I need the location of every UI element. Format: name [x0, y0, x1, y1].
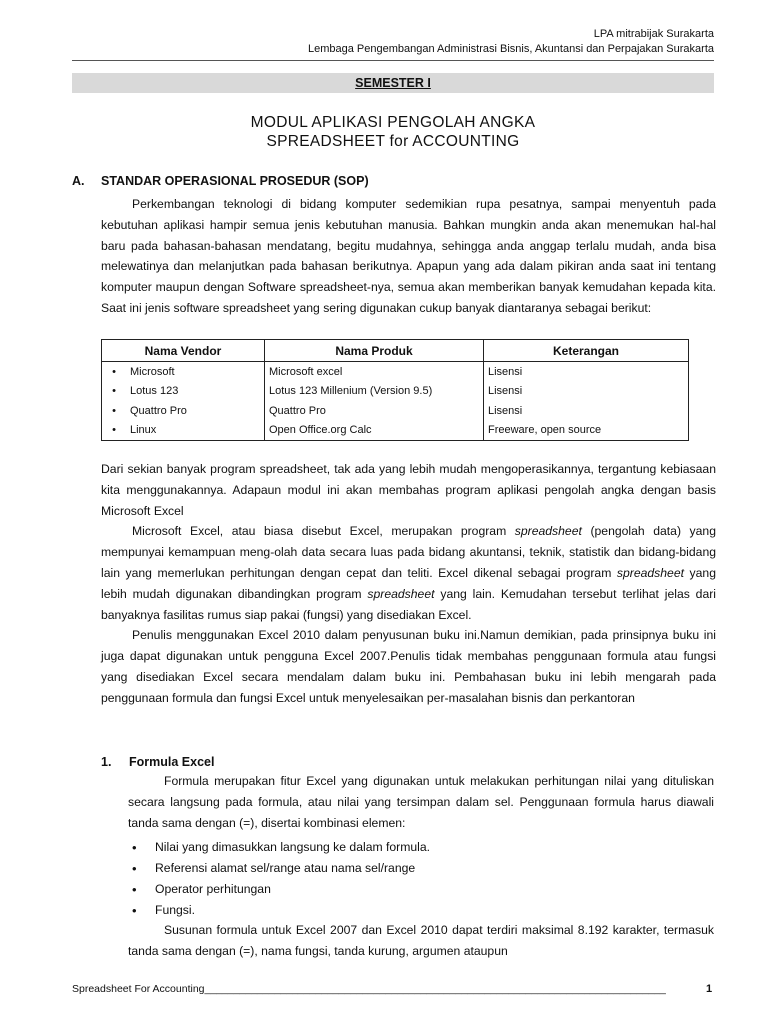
paragraph-excel-version: Penulis menggunakan Excel 2010 dalam penyusunan buku ini.Namun demikian, pada prinsipnya buku ini juga dapat digunakan untuk pengguna Excel 2007.Penulis tidak membahas penggunaan formula atau fungsi yang disediakan Excel secara mendalam dalam buku ini. Pembahasan buku ini lebih mengarah pada penggunaan formula dan fungsi Excel untuk menyelesaikan per-masalahan bisnis dan perkantoran: [101, 628, 716, 705]
text-run: (pengolah data) yang mempunyai kemampuan meng-olah data secara luas pada bidang akuntansi, teknik, statistik dan bidang-bidang lain yang memerlukan perhitungan dengan cepat dan teliti. Excel dikenal sebagai program: [101, 524, 716, 580]
product-cell: Microsoft excel: [265, 362, 484, 382]
emphasis-term: spreadsheet: [367, 586, 435, 601]
org-long-name: Lembaga Pengembangan Administrasi Bisnis, Akuntansi dan Perpajakan Surakarta: [307, 43, 714, 55]
list-item: • Operator perhitungan: [130, 879, 430, 900]
title-line-1: MODUL APLIKASI PENGOLAH ANGKA: [250, 114, 536, 131]
subsection-number: 1.: [101, 755, 112, 769]
formula-paragraph: Formula merupakan fitur Excel yang digunakan untuk melakukan perhitungan nilai yang dituliskan secara langsung pada formula, atau nilai yang tersimpan dalam sel. Penggunaan formula harus diawali tanda sama dengan (=), disertai kombinasi elemen:: [128, 774, 714, 830]
paragraph-spreadsheet-choice: Dari sekian banyak program spreadsheet, tak ada yang lebih mudah mengoperasikannya, tergantung kebiasaan kita menggunakannya. Adapaun modul ini akan membahas program aplikasi pengolah angka dengan basis Microsoft Excel: [101, 462, 716, 518]
formula-element-list: [130, 837, 430, 921]
bullet-icon: •: [102, 401, 127, 421]
section-a-heading: [72, 174, 369, 188]
document-title: [72, 113, 714, 151]
column-header-vendor: Nama Vendor: [102, 340, 265, 362]
section-number: A.: [72, 174, 85, 188]
list-item: • Referensi alamat sel/range atau nama sel/range: [130, 858, 430, 879]
text-run: yang lebih mudah digunakan dibandingkan program: [101, 565, 716, 601]
text-run: Microsoft Excel, atau biasa disebut Excel, merupakan program: [132, 524, 515, 539]
table-header-row: [102, 340, 689, 362]
subsection-title: Formula Excel: [129, 755, 215, 769]
list-item: • Fungsi.: [130, 900, 430, 921]
note-cell: Lisensi: [484, 362, 689, 382]
emphasis-term: spreadsheet: [616, 565, 684, 580]
page-header: [308, 27, 714, 57]
bullet-icon: •: [102, 382, 127, 402]
header-divider: [72, 60, 714, 61]
spreadsheet-vendor-table: [101, 339, 689, 441]
emphasis-term: spreadsheet: [514, 524, 582, 539]
table-row: [102, 401, 689, 421]
note-cell: Lisensi: [484, 401, 689, 421]
column-header-note: Keterangan: [484, 340, 689, 362]
product-cell: Quattro Pro: [265, 401, 484, 421]
note-cell: Freeware, open source: [484, 421, 689, 441]
section-title: STANDAR OPERASIONAL PROSEDUR (SOP): [101, 174, 369, 188]
page-number: 1: [706, 983, 713, 995]
table-row: [102, 362, 689, 382]
paragraph-excel-intro: [101, 521, 716, 625]
org-short-name: LPA mitrabijak Surakarta: [593, 28, 714, 40]
body-text-block: [101, 459, 716, 709]
vendor-cell: Quattro Pro: [126, 401, 265, 421]
vendor-cell: Microsoft: [126, 362, 265, 382]
formula-length-block: [128, 920, 714, 962]
formula-length-paragraph: Susunan formula untuk Excel 2007 dan Excel 2010 dapat terdiri maksimal 8.192 karakter, termasuk tanda sama dengan (=), nama fungsi, tanda kurung, argumen ataupun: [128, 923, 714, 958]
text-run: yang lain. Kemudahan tersebut terlihat jelas dari banyaknya fasilitas rumus siap pakai (fungsi) yang disediakan Excel.: [101, 586, 716, 622]
title-line-2: SPREADSHEET for ACCOUNTING: [266, 133, 520, 150]
list-item: • Nilai yang dimasukkan langsung ke dalam formula.: [130, 837, 430, 858]
vendor-cell: Linux: [126, 421, 265, 441]
intro-paragraph-block: [101, 194, 716, 319]
product-cell: Open Office.org Calc: [265, 421, 484, 441]
product-cell: Lotus 123 Millenium (Version 9.5): [265, 382, 484, 402]
column-header-product: Nama Produk: [265, 340, 484, 362]
semester-banner: SEMESTER I: [72, 73, 714, 93]
vendor-cell: Lotus 123: [126, 382, 265, 402]
table-row: [102, 382, 689, 402]
bullet-icon: •: [102, 421, 127, 441]
formula-paragraph-block: [128, 771, 714, 833]
table-row: [102, 421, 689, 441]
intro-paragraph: Perkembangan teknologi di bidang komputer sedemikian rupa pesatnya, sampai menyentuh pada kebutuhan aplikasi hampir semua jenis kebutuhan manusia. Bahkan mungkin anda akan menemukan hal-hal baru pada bahasan-bahasan mendatang, begitu mudahnya, sehingga anda anggap terlalu mudah, anda bisa melewatinya dan melanjutkan pada bahasan berikutnya. Apapun yang ada dalam pikiran anda saat ini tentang komputer maupun dengan Software spreadsheet-nya, semua akan memberikan banyak kemudahan kepada kita. Saat ini jenis software spreadsheet yang sering digunakan cukup banyak diantaranya sebagai berikut:: [101, 197, 716, 315]
page-footer: Spreadsheet For Accounting_______________________________________________________________________________: [72, 983, 666, 995]
subsection-1-heading: [101, 755, 214, 769]
bullet-icon: •: [102, 362, 127, 382]
note-cell: Lisensi: [484, 382, 689, 402]
